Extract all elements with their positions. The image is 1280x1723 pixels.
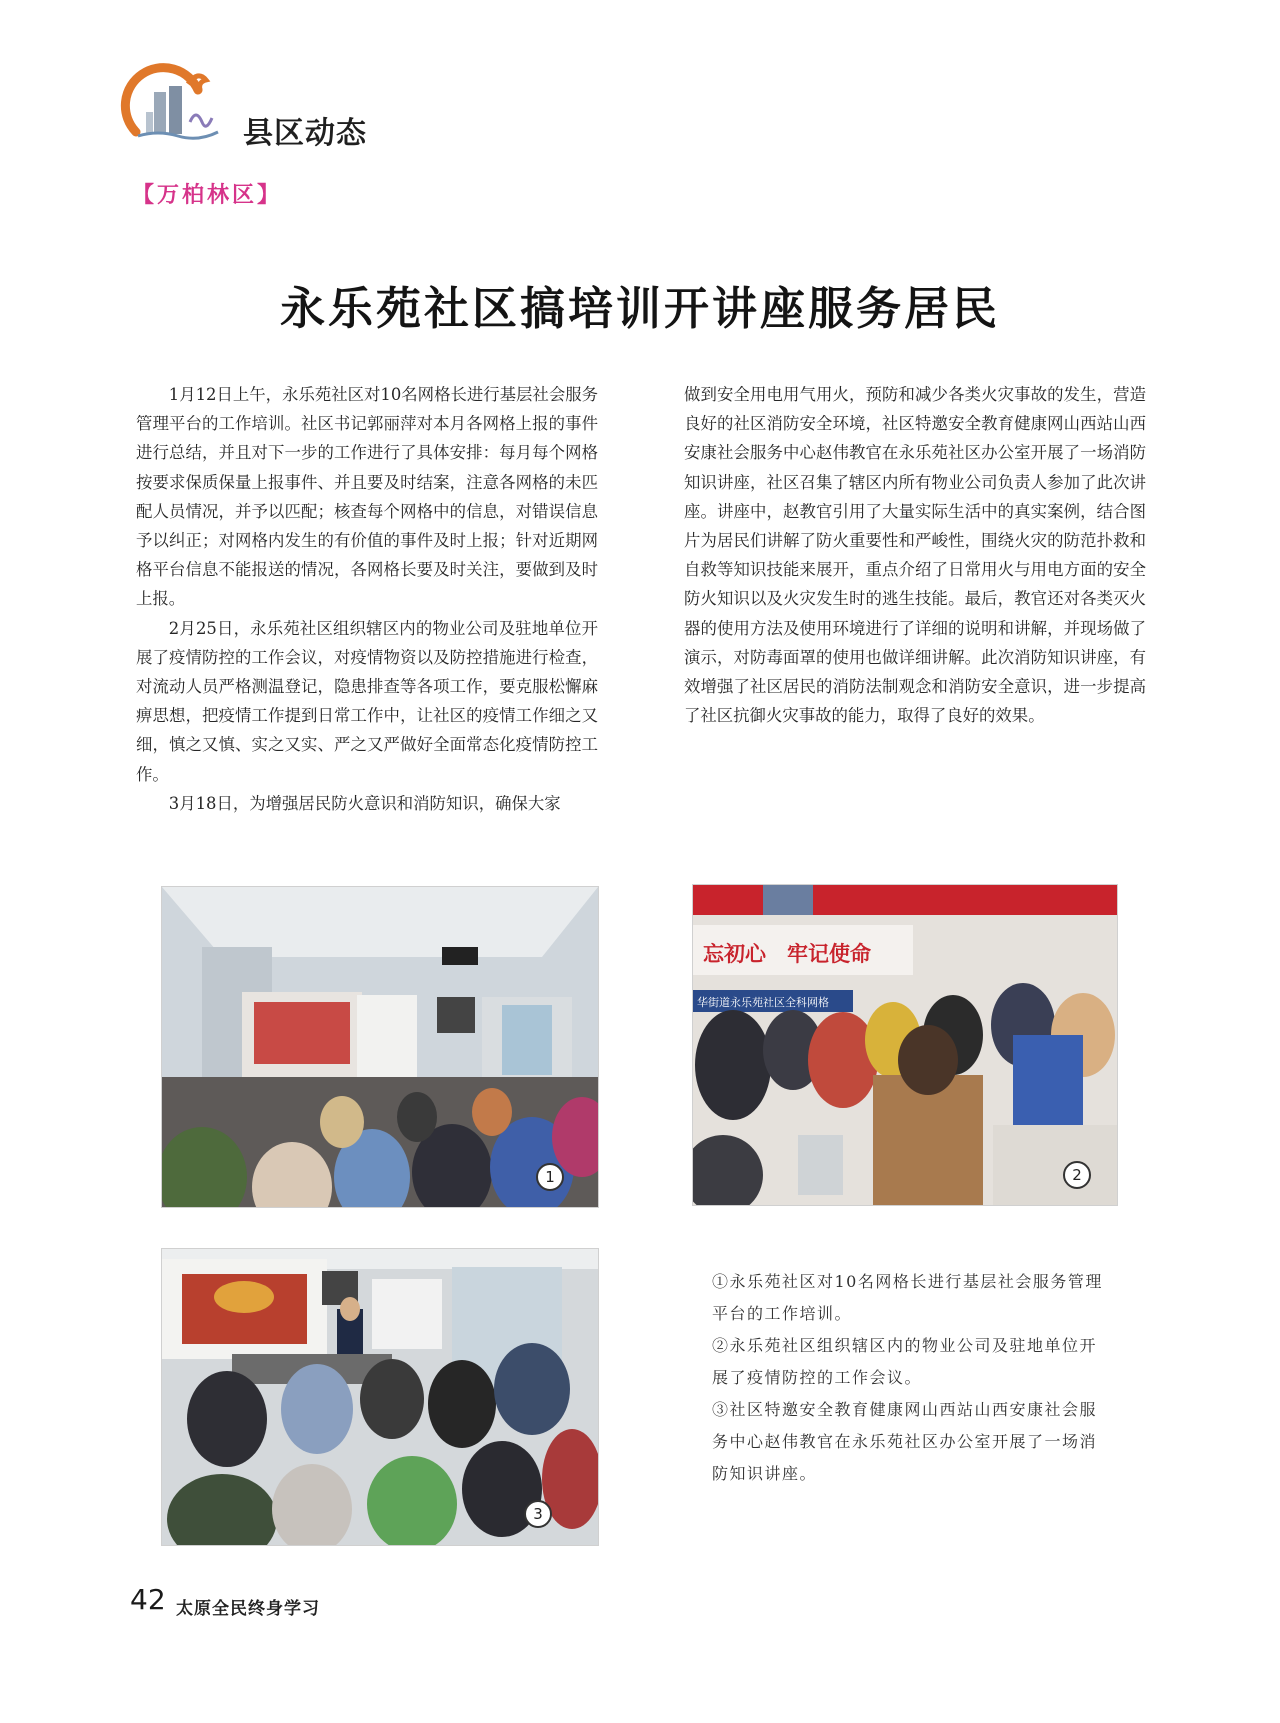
article-left-column xyxy=(136,380,598,818)
photo-badge-3: 3 xyxy=(524,1500,552,1528)
caption-3: ③社区特邀安全教育健康网山西站山西安康社会服务中心赵伟教官在永乐苑社区办公室开展了一场消防知识讲座。 xyxy=(712,1400,1098,1483)
paragraph-jan: 1月12日上午，永乐苑社区对10名网格长进行基层社会服务管理平台的工作培训。社区书记郭丽萍对本月各网格上报的事件进行总结，并且对下一步的工作进行了具体安排：每月每个网格按要求保质保量上报事件、并且要及时结案，注意各网格的未匹配人员情况，并予以匹配；核查每个网格中的信息，对错误信息予以纠正；对网格内发生的有价值的事件及时上报；针对近期网格平台信息不能报送的情况，各网格长要及时关注，要做到及时上报。 xyxy=(136,385,598,609)
paragraph-mar: 3月18日，为增强居民防火意识和消防知识，确保大家 xyxy=(168,793,561,813)
magazine-logo xyxy=(118,62,223,157)
banner-slogan: 忘初心 牢记使命 xyxy=(703,942,871,966)
section-title: 县区动态 xyxy=(243,116,367,151)
article-right-column xyxy=(684,380,1146,730)
paragraph-mar-continued: 做到安全用电用气用火，预防和减少各类火灾事故的发生，营造良好的社区消防安全环境，社区特邀安全教育健康网山西站山西安康社会服务中心赵伟教官在永乐苑社区办公室开展了一场消防知识讲座，社区召集了辖区内所有物业公司负责人参加了此次讲座。讲座中，赵教官引用了大量实际生活中的真实案例，结合图片为居民们讲解了防火重要性和严峻性，围绕火灾的防范扑救和自救等知识技能来展开，重点介绍了日常用火与用电方面的安全防火知识以及火灾发生时的逃生技能。最后，教官还对各类灭火器的使用方法及使用环境进行了详细的说明和讲解，并现场做了演示，对防毒面罩的使用也做详细讲解。此次消防知识讲座，有效增强了社区居民的消防法制观念和消防安全意识，进一步提高了社区抗御火灾事故的能力，取得了良好的效果。 xyxy=(684,385,1146,726)
magazine-name: 太原全民终身学习 xyxy=(176,1599,320,1619)
photo-grid-training xyxy=(162,887,598,1207)
paragraph-feb: 2月25日，永乐苑社区组织辖区内的物业公司及驻地单位开展了疫情防控的工作会议，对疫情物资以及防控措施进行检查，对流动人员严格测温登记，隐患排查等各项工作，要克服松懈麻痹思想，把疫情工作提到日常工作中，让社区的疫情工作细之又细，慎之又慎、实之又实、严之又严做好全面常态化疫情防控工作。 xyxy=(136,618,598,784)
district-tag: 【万柏林区】 xyxy=(132,182,283,208)
photo-badge-1: 1 xyxy=(536,1163,564,1191)
page-number: 42 xyxy=(130,1583,166,1616)
photo-captions xyxy=(712,1266,1112,1490)
photo-badge-2: 2 xyxy=(1063,1161,1091,1189)
photo-epidemic-meeting xyxy=(693,885,1117,1205)
article-title: 永乐苑社区搞培训开讲座服务居民 xyxy=(279,282,1000,335)
caption-1: ①永乐苑社区对10名网格长进行基层社会服务管理平台的工作培训。 xyxy=(712,1272,1103,1323)
backdrop-text: 华街道永乐苑社区全科网格 xyxy=(697,996,829,1009)
caption-2: ②永乐苑社区组织辖区内的物业公司及驻地单位开展了疫情防控的工作会议。 xyxy=(712,1336,1098,1387)
